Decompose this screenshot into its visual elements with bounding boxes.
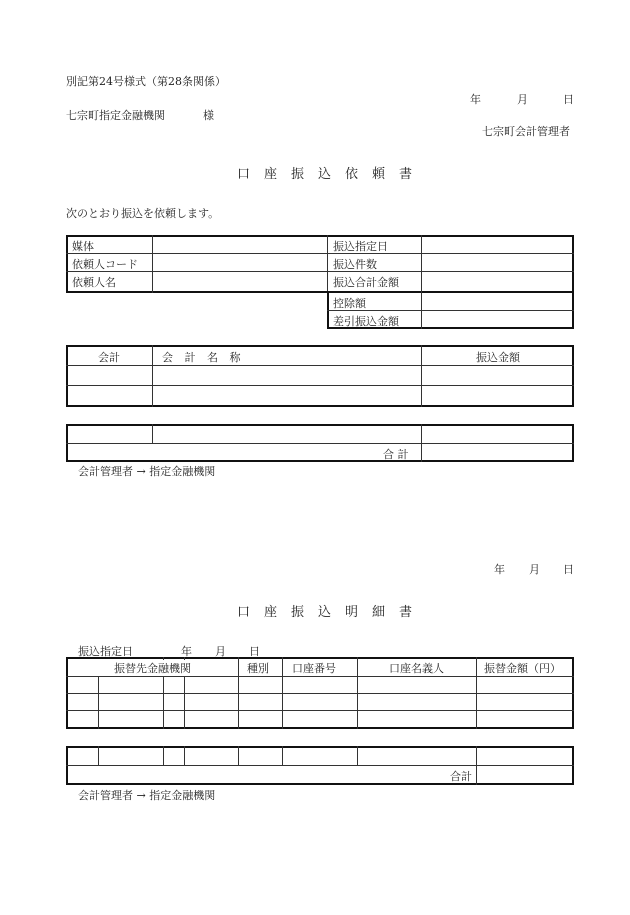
label-designated-date: 振込指定日 <box>333 240 388 253</box>
intro-text: 次のとおり振込を依頼します。 <box>66 207 220 220</box>
header-account-number: 口座番号 <box>292 662 336 675</box>
designated-date-year: 年 <box>181 645 192 658</box>
date-year: 年 <box>470 93 481 106</box>
label-total-amount: 振込合計金額 <box>333 276 399 289</box>
label-deduction: 控除額 <box>333 297 366 310</box>
header-account-holder: 口座名義人 <box>389 662 444 675</box>
date-day: 日 <box>563 93 574 106</box>
label-transfer-count: 振込件数 <box>333 258 377 271</box>
form-title-transfer-detail: 口座振込明細書 <box>237 605 427 620</box>
date2-year: 年 <box>494 563 505 576</box>
header-transfer-amount: 振込金額 <box>476 351 520 364</box>
designated-date-day: 日 <box>249 645 260 658</box>
header-type: 種別 <box>247 662 269 675</box>
label-net-amount: 差引振込金額 <box>333 315 399 328</box>
header-destination-bank: 振替先金融機関 <box>114 662 191 675</box>
date-month: 月 <box>517 93 528 106</box>
date2-month: 月 <box>529 563 540 576</box>
recipient: 七宗町指定金融機関 <box>66 109 165 122</box>
header-amount-yen: 振替金額（円） <box>484 662 561 675</box>
sender: 七宗町会計管理者 <box>482 125 570 138</box>
designated-date-month: 月 <box>215 645 226 658</box>
form-reference: 別記第24号様式（第28条関係） <box>66 75 226 88</box>
designated-date-label: 振込指定日 <box>78 645 133 658</box>
header-account-name: 会 計 名 称 <box>162 351 245 364</box>
info-table <box>66 235 574 293</box>
date2-day: 日 <box>563 563 574 576</box>
label-requester-name: 依頼人名 <box>72 276 116 289</box>
header-account: 会計 <box>98 351 120 364</box>
label-media: 媒体 <box>72 240 94 253</box>
form-title-transfer-request: 口座振込依頼書 <box>237 167 427 182</box>
label-requester-code: 依頼人コード <box>72 258 138 271</box>
honorific: 様 <box>203 109 214 122</box>
total-label-1: 合 計 <box>383 448 409 461</box>
footer-route-1: 会計管理者 → 指定金融機関 <box>78 465 216 478</box>
total-label-2: 合計 <box>450 770 472 783</box>
footer-route-2: 会計管理者 → 指定金融機関 <box>78 789 216 802</box>
